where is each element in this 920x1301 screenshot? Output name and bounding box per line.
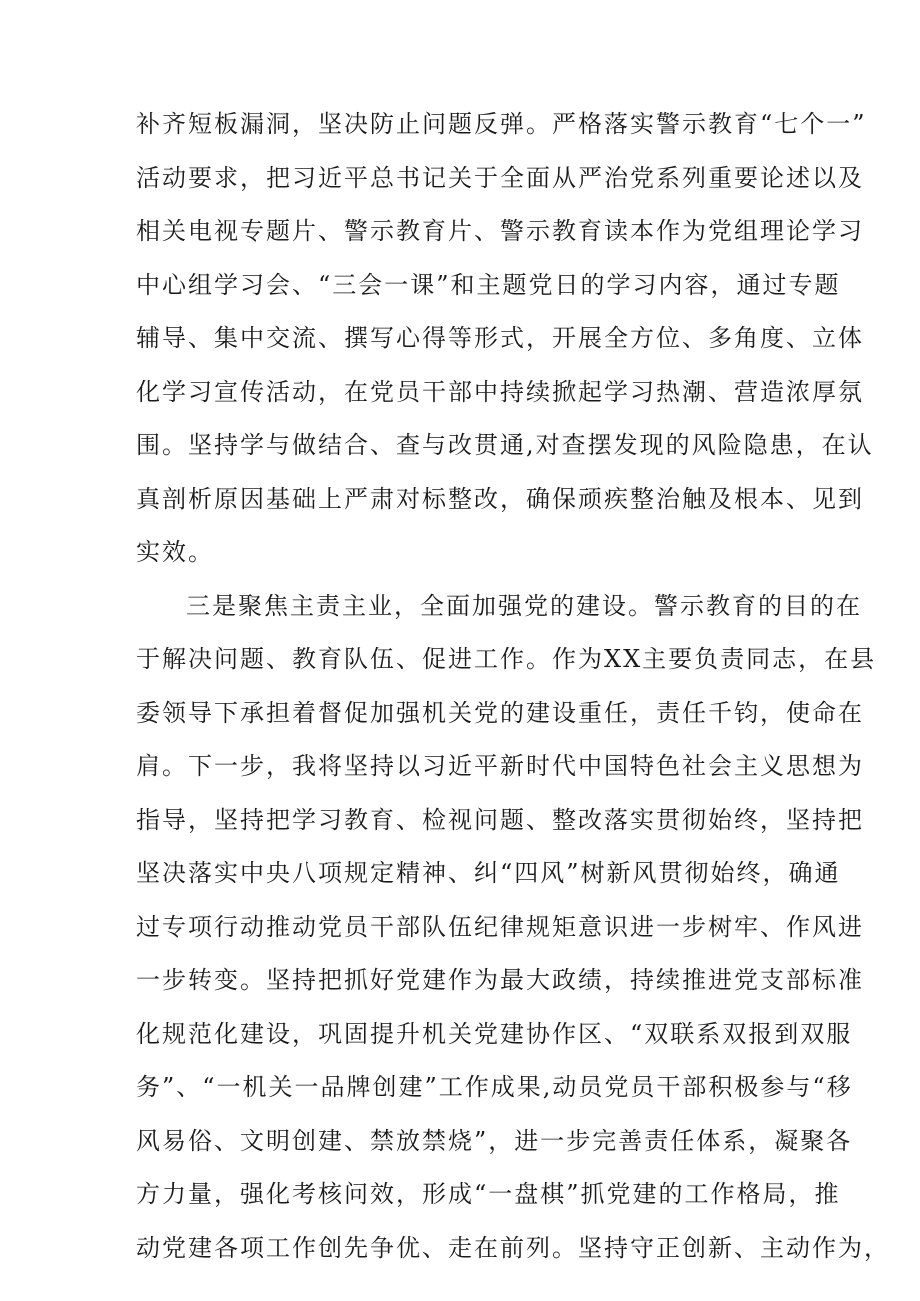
text-line: 真剖析原因基础上严肃对标整改，确保顽疾整治触及根本、见到	[136, 484, 864, 513]
paragraph-three	[136, 580, 890, 1276]
document-body	[136, 98, 890, 1275]
text-line: 围。坚持学与做结合、查与改贯通,对查摆发现的风险隐患，在认	[136, 431, 874, 459]
text-line: 活动要求，把习近平总书记关于全面从严治党系列重要论述以及	[136, 163, 864, 192]
text-line: 方力量，强化考核问效，形成“一盘棋”抓党建的工作格局，推	[136, 1180, 841, 1208]
text-line: 辅导、集中交流、撰写心得等形式，开展全方位、多角度、立体	[136, 324, 864, 352]
text-line: 于解决问题、教育队伍、促进工作。作为XX主要负责同志，在县	[136, 645, 877, 673]
text-line: 风易俗、文明创建、禁放禁烧”，进一步完善责任体系，凝聚各	[136, 1126, 853, 1155]
paragraph-continued	[136, 98, 874, 580]
text-line: 坚决落实中央八项规定精神、纠“四风”树新风贯彻始终，确通	[136, 859, 841, 887]
text-line: 动党建各项工作创先争优、走在前列。坚持守正创新、主动作为，	[136, 1233, 890, 1262]
text-line: 中心组学习会、“三会一课”和主题党日的学习内容，通过专题	[136, 270, 841, 299]
text-line: 补齐短板漏洞，坚决防止问题反弹。严格落实警示教育“七个一”	[136, 110, 867, 138]
text-line: 化规范化建设，巩固提升机关党建协作区、“双联系双报到双服	[136, 1019, 853, 1048]
text-line: 一步转变。坚持把抓好党建作为最大政绩，持续推进党支部标准	[136, 966, 864, 994]
paragraph-first-line: 三是聚焦主责主业，全面加强党的建设。警示教育的目的在	[186, 591, 862, 620]
text-line: 肩。下一步，我将坚持以习近平新时代中国特色社会主义思想为	[136, 752, 864, 780]
text-line: 委领导下承担着督促加强机关党的建设重任，责任千钧，使命在	[136, 698, 864, 727]
text-line: 过专项行动推动党员干部队伍纪律规矩意识进一步树牢、作风进	[136, 912, 864, 941]
text-line: 相关电视专题片、警示教育片、警示教育读本作为党组理论学习	[136, 217, 864, 245]
text-line: 务”、“一机关一品牌创建”工作成果,动员党员干部积极参与“移	[136, 1073, 853, 1101]
text-line: 实效。	[136, 538, 214, 566]
text-line: 化学习宣传活动，在党员干部中持续掀起学习热潮、营造浓厚氛	[136, 377, 864, 406]
text-line: 指导，坚持把学习教育、检视问题、整改落实贯彻始终，坚持把	[136, 805, 864, 834]
